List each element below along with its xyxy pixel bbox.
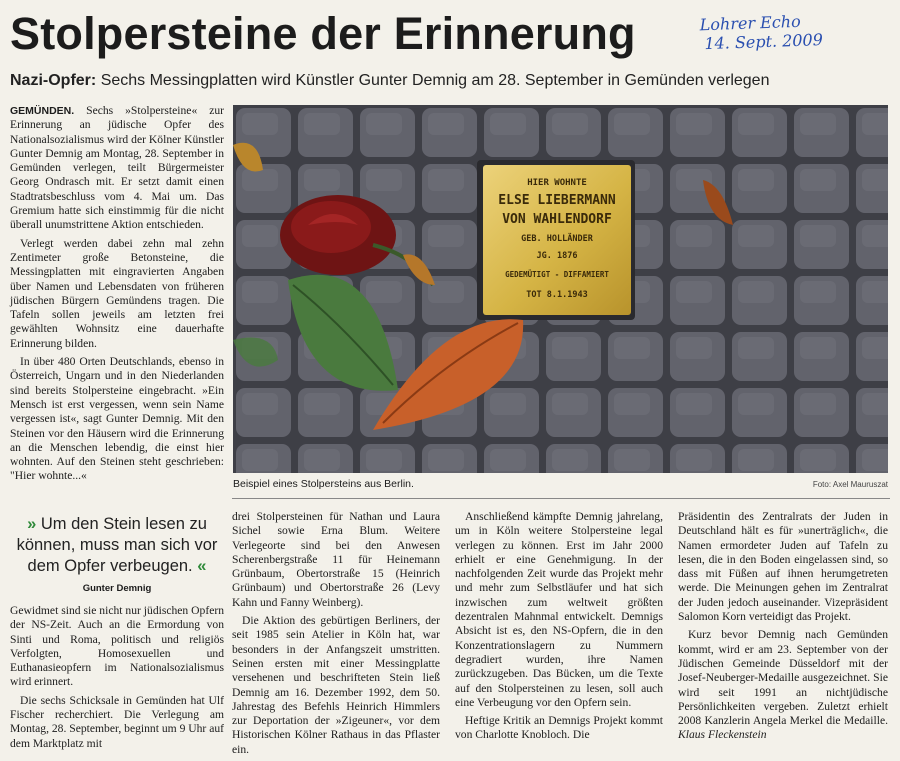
paragraph: Heftige Kritik an Demnigs Projekt kommt von Charlotte Knobloch. Die [455,714,663,742]
plate-line: JG. 1876 [536,251,578,261]
plate-line: GEDEMÜTIGT - DIFFAMIERT [505,270,609,279]
subhead-text: Sechs Messingplatten wird Künstler Gunter Demnig am 28. September in Gemünden verlegen [100,72,770,89]
paragraph: Gewidmet sind sie nicht nur jüdischen Opfern der NS-Zeit. Auch an die Ermordung von Sinti und Roma, politisch und religiös Verfolgten, Homosexuellen und Euthanasieopfern im Nationalsozialismus wird erinnert. [10,604,224,689]
plate-line: GEB. HOLLÄNDER [521,234,593,244]
dateline: GEMÜNDEN. [10,105,75,117]
pull-quote-author: Gunter Demnig [82,583,152,594]
pull-quote-text: Um den Stein lesen zu können, muss man sich vor dem Opfer verbeugen. [16,515,218,575]
plate-line: VON WAHLENDORF [502,212,612,227]
photo-caption: Beispiel eines Stolpersteins aus Berlin. [233,478,414,490]
paragraph: Die sechs Schicksale in Gemünden hat Ulf Fischer recherchiert. Die Verlegung am Montag, 28. September, beginnt um 9 Uhr auf dem Marktplatz mit [10,693,224,750]
pull-quote [12,514,222,577]
quote-close-mark: « [197,557,207,575]
photo-illustration [233,105,888,473]
paragraph: Anschließend kämpfte Demnig jahrelang, um in Köln weitere Stolpersteine legal verlegen zu können. Erst im Jahr 2000 erhielt er eine Genehmigung. In der nachfolgenden Zeit wurde das Projekt mehr und mehr zum Selbstläufer und hat sich inzwischen zum weltweit größten dezentralen Mahnmal entwickelt. Demnigs Absicht ist es, den NS-Opfern, die in den Konzentrationslagern zu Nummern degradiert wurden, ihre Namen zurückzugeben. Das Bücken, um die Texte auf den Stolpersteinen zu lesen, soll auch eine Verbeugung vor den Opfern sein. [455,510,663,709]
plate-line: HIER WOHNTE [527,178,587,188]
paragraph: Präsidentin des Zentralrats der Juden in Deutschland hält es für »unerträglich«, die Namen ermordeter Juden auf Tafeln zu lesen, die in den Boden eingelassen sind, so dass mit Füßen auf ihnen herumgetreten werde. Die Meinungen gehen im Zentralrat der Juden jedoch auseinander. Vizepräsident Salomon Korn verteidigt das Projekt. [678,510,888,624]
paragraph: Die Aktion des gebürtigen Berliners, der seit 1985 sein Atelier in Köln hat, war besonders in der Anfangszeit umstritten. Seinen ersten mit einer Messingplatte versehenen und beschrifteten Stein ließ Demnig am 16. Dezember 1992, dem 50. Jahrestag des Befehls Heinrich Himmlers zur Deportation der »Zigeuner«, vor dem Historischen Kölner Rathaus in das Pflaster ein. [232,614,440,756]
paragraph: Verlegt werden dabei zehn mal zehn Zentimeter große Betonsteine, die Messingplatten mit eingravierten Angaben über Namen und Lebensdaten von früheren jüdischen Bürgern Gemündens tragen. Die Tafeln sollen jeweils am letzten frei gewählten Wohnsitz eine dauerhafte Erinnerung bilden. [10,236,224,350]
handwritten-source: Lohrer Echo [699,11,801,35]
plate-line: TOT 8.1.1943 [526,290,588,300]
paragraph: Kurz bevor Demnig nach Gemünden kommt, wird er am 23. September von der Jüdischen Gemeinde Düsseldorf mit der Josef-Neuberger-Medaille ausgezeichnet. Sie wird seit 1991 an nichtjüdische Persönlichkeiten vergeben. Zuletzt erhielt 2008 Kanzlerin Angela Merkel die Medaille. [678,628,888,728]
handwritten-note [699,9,890,54]
subheadline [10,70,890,92]
stolperstein-photo [233,105,888,473]
plate-line: ELSE LIEBERMANN [498,193,616,208]
article-column-1 [10,104,224,488]
paragraph: drei Stolpersteinen für Nathan und Laura Sichel sowie Erna Blum. Weitere Verlegeorte sind bei den Anwesen Scherenbergstraße 11 für Heinemann Grünbaum, Obertorstraße 15 (Heinrich Grünbaum) und Obertorstraße 26 (Levy Kahn und Fanny Weinberg). [232,510,440,609]
paragraph: In über 480 Orten Deutschlands, ebenso in Österreich, Ungarn und in den Niederlanden sind bereits Stolpersteine eingebracht. »Ein Mensch ist erst vergessen, wenn sein Name vergessen ist«, sagt Gunter Demnig. Mit den Steinen vor den Häusern wird die Erinnerung an die Menschen lebendig, die einst hier wohnten. Auf den Steinen steht geschrieben: "Hier wohnte...« [10,355,224,483]
quote-open-mark: » [27,515,37,533]
divider [232,498,890,499]
article-column-2 [232,510,440,761]
subhead-kicker: Nazi-Opfer: [10,72,97,89]
author-signature: Klaus Fleckenstein [678,728,767,742]
paragraph: Sechs »Stolpersteine« zur Erinnerung an jüdische Opfer des Nationalsozialismus wird der Kölner Künstler Gunter Demnig am Montag, 28. September in Gemünden verlegen, teilt Bürgermeister Georg Ondrasch mit. Er setzt damit einen Stadtratsbeschluss vom 4. Mai um. Das Gremium hatte sich einstimmig für die nicht überall unumstrittene Aktion entschieden. [10,104,224,232]
article-column-3 [455,510,663,747]
article-column-4 [678,510,888,747]
article-column-1-continued [10,604,224,755]
headline: Stolpersteine der Erinnerung [10,8,636,59]
photo-credit: Foto: Axel Mauruszat [812,480,888,489]
handwritten-date: 14. Sept. 2009 [704,30,824,54]
